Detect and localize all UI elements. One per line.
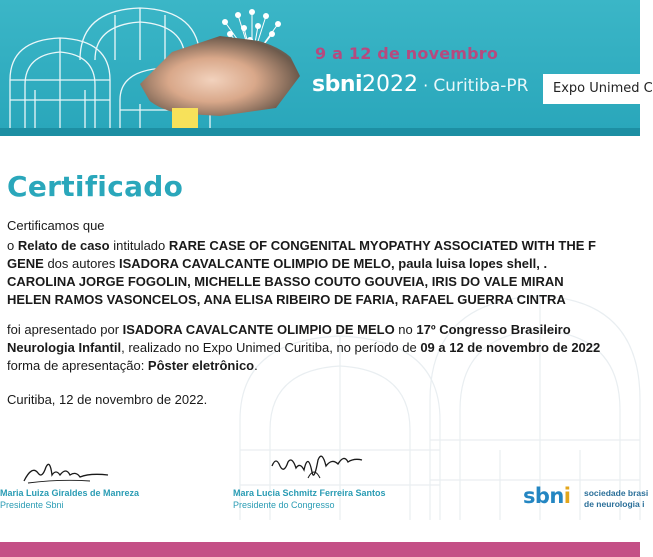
watermark-illustration	[200, 280, 640, 520]
sbni-logo	[523, 484, 570, 508]
event-city: Curitiba-PR	[433, 76, 529, 96]
congress-name-cont: Neurologia Infantil	[7, 340, 122, 355]
certificate-line-7	[7, 358, 258, 374]
text-segment: , realizado no Expo Unimed Curitiba, no período de	[121, 340, 421, 355]
congress-name: 17º Congresso Brasileiro	[416, 322, 571, 337]
text-segment: no	[394, 322, 417, 337]
presenter: ISADORA CAVALCANTE OLIMPIO DE MELO	[122, 322, 395, 337]
certificate-line-5	[7, 322, 571, 338]
logo-brand-dot: i	[563, 484, 571, 508]
logo-brand: sbn	[523, 484, 564, 508]
signer-2-name: Mara Lucia Schmitz Ferreira Santos	[233, 488, 386, 498]
work-type: Relato de caso	[17, 238, 110, 253]
event-year: 2022	[362, 72, 419, 97]
footer-bar	[0, 542, 640, 557]
text-segment: forma de apresentação:	[7, 358, 148, 373]
text-segment: foi apresentado por	[7, 322, 123, 337]
text-segment: intitulado	[109, 238, 169, 253]
text-segment: .	[254, 358, 258, 373]
certificate-line-1	[7, 238, 596, 254]
certificate-line-4: HELEN RAMOS VASONCELOS, ANA ELISA RIBEIRO DE FARIA, RAFAEL GUERRA CINTRA	[7, 292, 566, 307]
society-line-1: sociedade brasi	[584, 488, 649, 498]
event-separator: ·	[418, 76, 434, 95]
society-name	[584, 488, 648, 510]
yellow-accent	[172, 108, 198, 128]
work-title-cont: GENE	[7, 256, 44, 271]
event-dates: 9 a 12 de novembro	[315, 44, 499, 63]
society-line-2: de neurologia i	[584, 499, 645, 509]
certificate-title: Certificado	[7, 170, 184, 203]
authors: ISADORA CAVALCANTE OLIMPIO DE MELO, paula luisa lopes shell, .	[119, 256, 548, 271]
event-venue: Expo Unimed C	[553, 81, 653, 96]
banner-stripe	[0, 128, 640, 136]
signer-1-role: Presidente Sbni	[0, 500, 64, 510]
certificate-intro: Certificamos que	[7, 218, 105, 233]
certificate-line-3: CAROLINA JORGE FOGOLIN, MICHELLE BASSO COUTO GOUVEIA, IRIS DO VALE MIRAN	[7, 274, 564, 289]
event-period: 09 a 12 de novembro de 2022	[420, 340, 601, 355]
signature-2	[268, 448, 368, 486]
certificate-line-2	[7, 256, 547, 272]
event-name	[312, 72, 528, 97]
text-segment: dos autores	[43, 256, 119, 271]
event-brand: sbni	[312, 72, 363, 97]
work-title: RARE CASE OF CONGENITAL MYOPATHY ASSOCIATED WITH THE F	[168, 238, 596, 253]
signer-1-name: Maria Luiza Giraldes de Manreza	[0, 488, 140, 498]
signature-1	[20, 455, 115, 487]
place-date: Curitiba, 12 de novembro de 2022.	[7, 392, 208, 407]
certificate-line-6	[7, 340, 600, 356]
signer-2-role: Presidente do Congresso	[233, 500, 335, 510]
presentation-format: Pôster eletrônico	[147, 358, 255, 373]
header-banner	[0, 0, 653, 128]
text-segment: o	[7, 238, 18, 253]
